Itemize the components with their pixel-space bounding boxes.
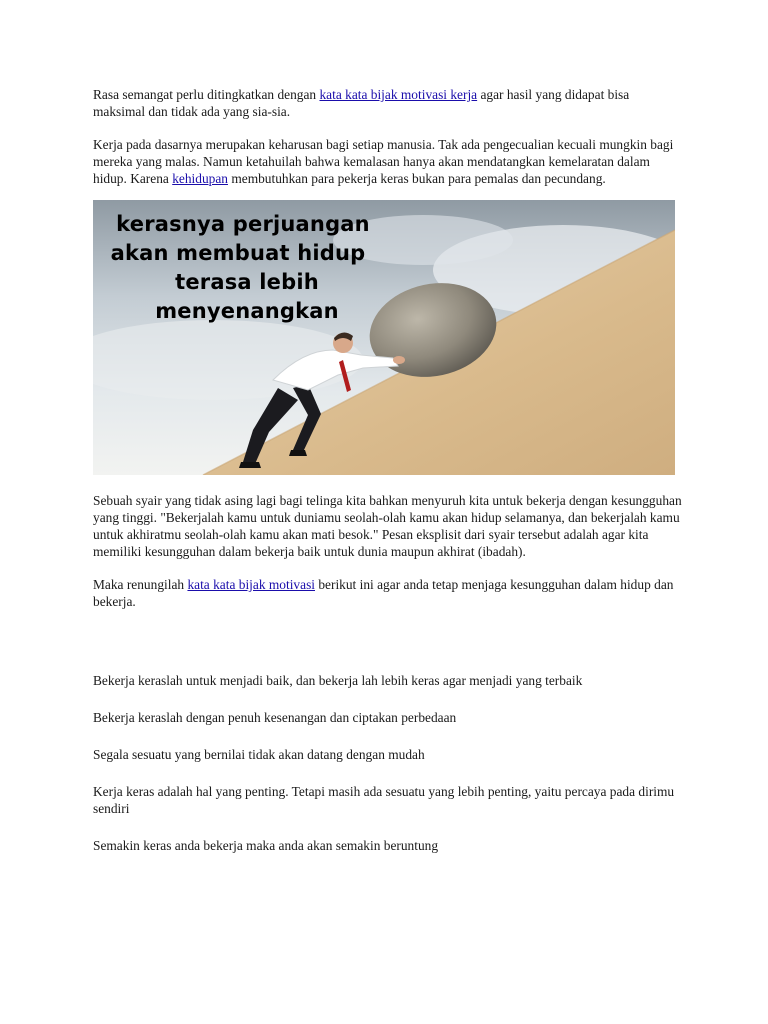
reflection-text-end: berikut ini agar anda tetap menjaga kesungguhan dalam hidup dan bekerja. — [93, 577, 674, 609]
intro-paragraph — [93, 86, 683, 120]
intro-text-end: agar hasil yang didapat bisa maksimal dan tidak ada yang sia-sia. — [93, 87, 630, 119]
quote-item: Bekerja keraslah untuk menjadi baik, dan bekerja lah lebih keras agar menjadi yang terbaik — [93, 673, 583, 688]
document-page — [93, 86, 683, 874]
poem-paragraph: Sebuah syair yang tidak asing lagi bagi telinga kita bahkan menyuruh kita untuk bekerja dengan kesungguhan yang tinggi. "Bekerjalah kamu untuk duniamu seolah-olah kamu akan hidup selamanya, dan bekerjalah kamu untuk akhiratmu seolah-olah kamu akan mati besok." Pesan eksplisit dari syair tersebut adalah agar kita memiliki kesungguhan dalam bekerja baik untuk dunia maupun akhirat (ibadah). — [93, 493, 682, 559]
link-kehidupan[interactable]: kehidupan — [172, 171, 228, 186]
quote-item: Semakin keras anda bekerja maka anda akan semakin beruntung — [93, 838, 439, 853]
quote-item: Segala sesuatu yang bernilai tidak akan datang dengan mudah — [93, 747, 425, 762]
work-paragraph — [93, 136, 683, 187]
caption-line-2: akan membuat hidup — [110, 241, 366, 265]
quote-item: Kerja keras adalah hal yang penting. Tetapi masih ada sesuatu yang lebih penting, yaitu percaya pada dirimu sendiri — [93, 784, 675, 816]
image-caption — [93, 210, 393, 326]
work-text-start: Kerja pada dasarnya merupakan keharusan bagi setiap manusia. Tak ada pengecualian kecuali mungkin bagi mereka yang malas. Namun ketahuilah bahwa kemalasan hanya akan mendatangkan kemelaratan dalam hidup. Karena — [93, 137, 674, 186]
intro-text-start: Rasa semangat perlu ditingkatkan dengan — [93, 87, 320, 102]
caption-line-1: kerasnya perjuangan — [116, 212, 370, 236]
reflection-paragraph — [93, 576, 683, 610]
caption-line-3: terasa lebih menyenangkan — [155, 270, 339, 323]
link-kata-kata-bijak-motivasi-kerja[interactable]: kata kata bijak motivasi kerja — [319, 87, 478, 102]
quote-item: Bekerja keraslah dengan penuh kesenangan dan ciptakan perbedaan — [93, 710, 457, 725]
motivation-image — [93, 200, 675, 475]
reflection-text-start: Maka renungilah — [93, 577, 188, 592]
link-kata-kata-bijak-motivasi[interactable]: kata kata bijak motivasi — [187, 577, 315, 592]
work-text-end: membutuhkan para pekerja keras bukan para pemalas dan pecundang. — [227, 171, 606, 186]
